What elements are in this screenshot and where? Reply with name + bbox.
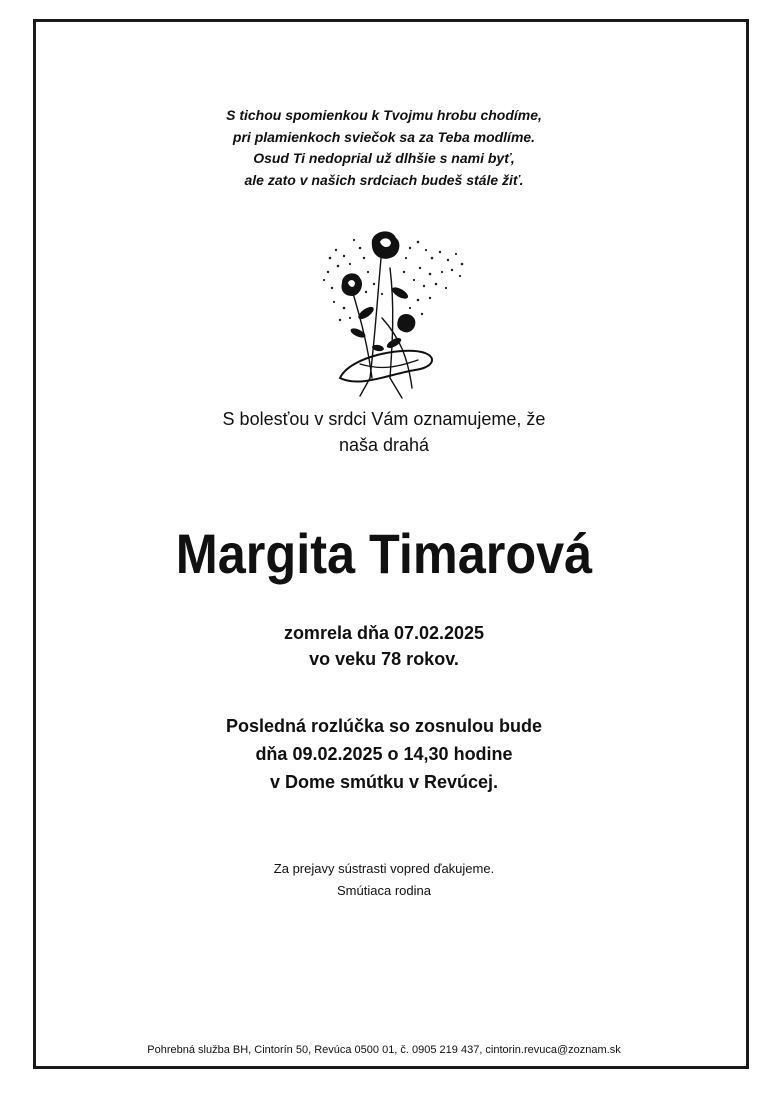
poem-line: S tichou spomienkou k Tvojmu hrobu chodíme, [226,107,542,123]
announcement-line: naša drahá [338,435,430,455]
footer-contact: Pohrebná služba BH, Cintorín 50, Revúca 0500 01, č. 0905 219 437, cintorin.revuca@zoznam.sk [147,1044,621,1056]
funeral-line: dňa 09.02.2025 o 14,30 hodine [255,744,513,764]
signature: Smútiaca rodina [337,883,431,898]
poem [0,105,768,191]
announcement-line: S bolesťou v srdci Vám oznamujeme, že [222,409,546,429]
rose-bouquet-icon [320,228,470,403]
deceased-name: Margita Timarová [175,522,593,585]
poem-line: Osud Ti nedoprial už dlhšie s nami byť, [253,150,515,166]
funeral-info [0,712,768,796]
poem-line: ale zato v našich srdciach budeš stále žiť. [244,171,524,188]
funeral-line: Posledná rozlúčka so zosnulou bude [225,716,543,736]
closing [0,858,768,902]
death-info [0,620,768,672]
death-date: zomrela dňa 07.02.2025 [283,623,485,643]
death-age: vo veku 78 rokov. [309,649,459,669]
thanks-text: Za prejavy sústrasti vopred ďakujeme. [273,861,495,876]
poem-line: pri plamienkoch sviečok sa za Teba modlíme. [232,128,536,145]
announcement [0,406,768,458]
funeral-line: v Dome smútku v Revúcej. [269,772,499,792]
